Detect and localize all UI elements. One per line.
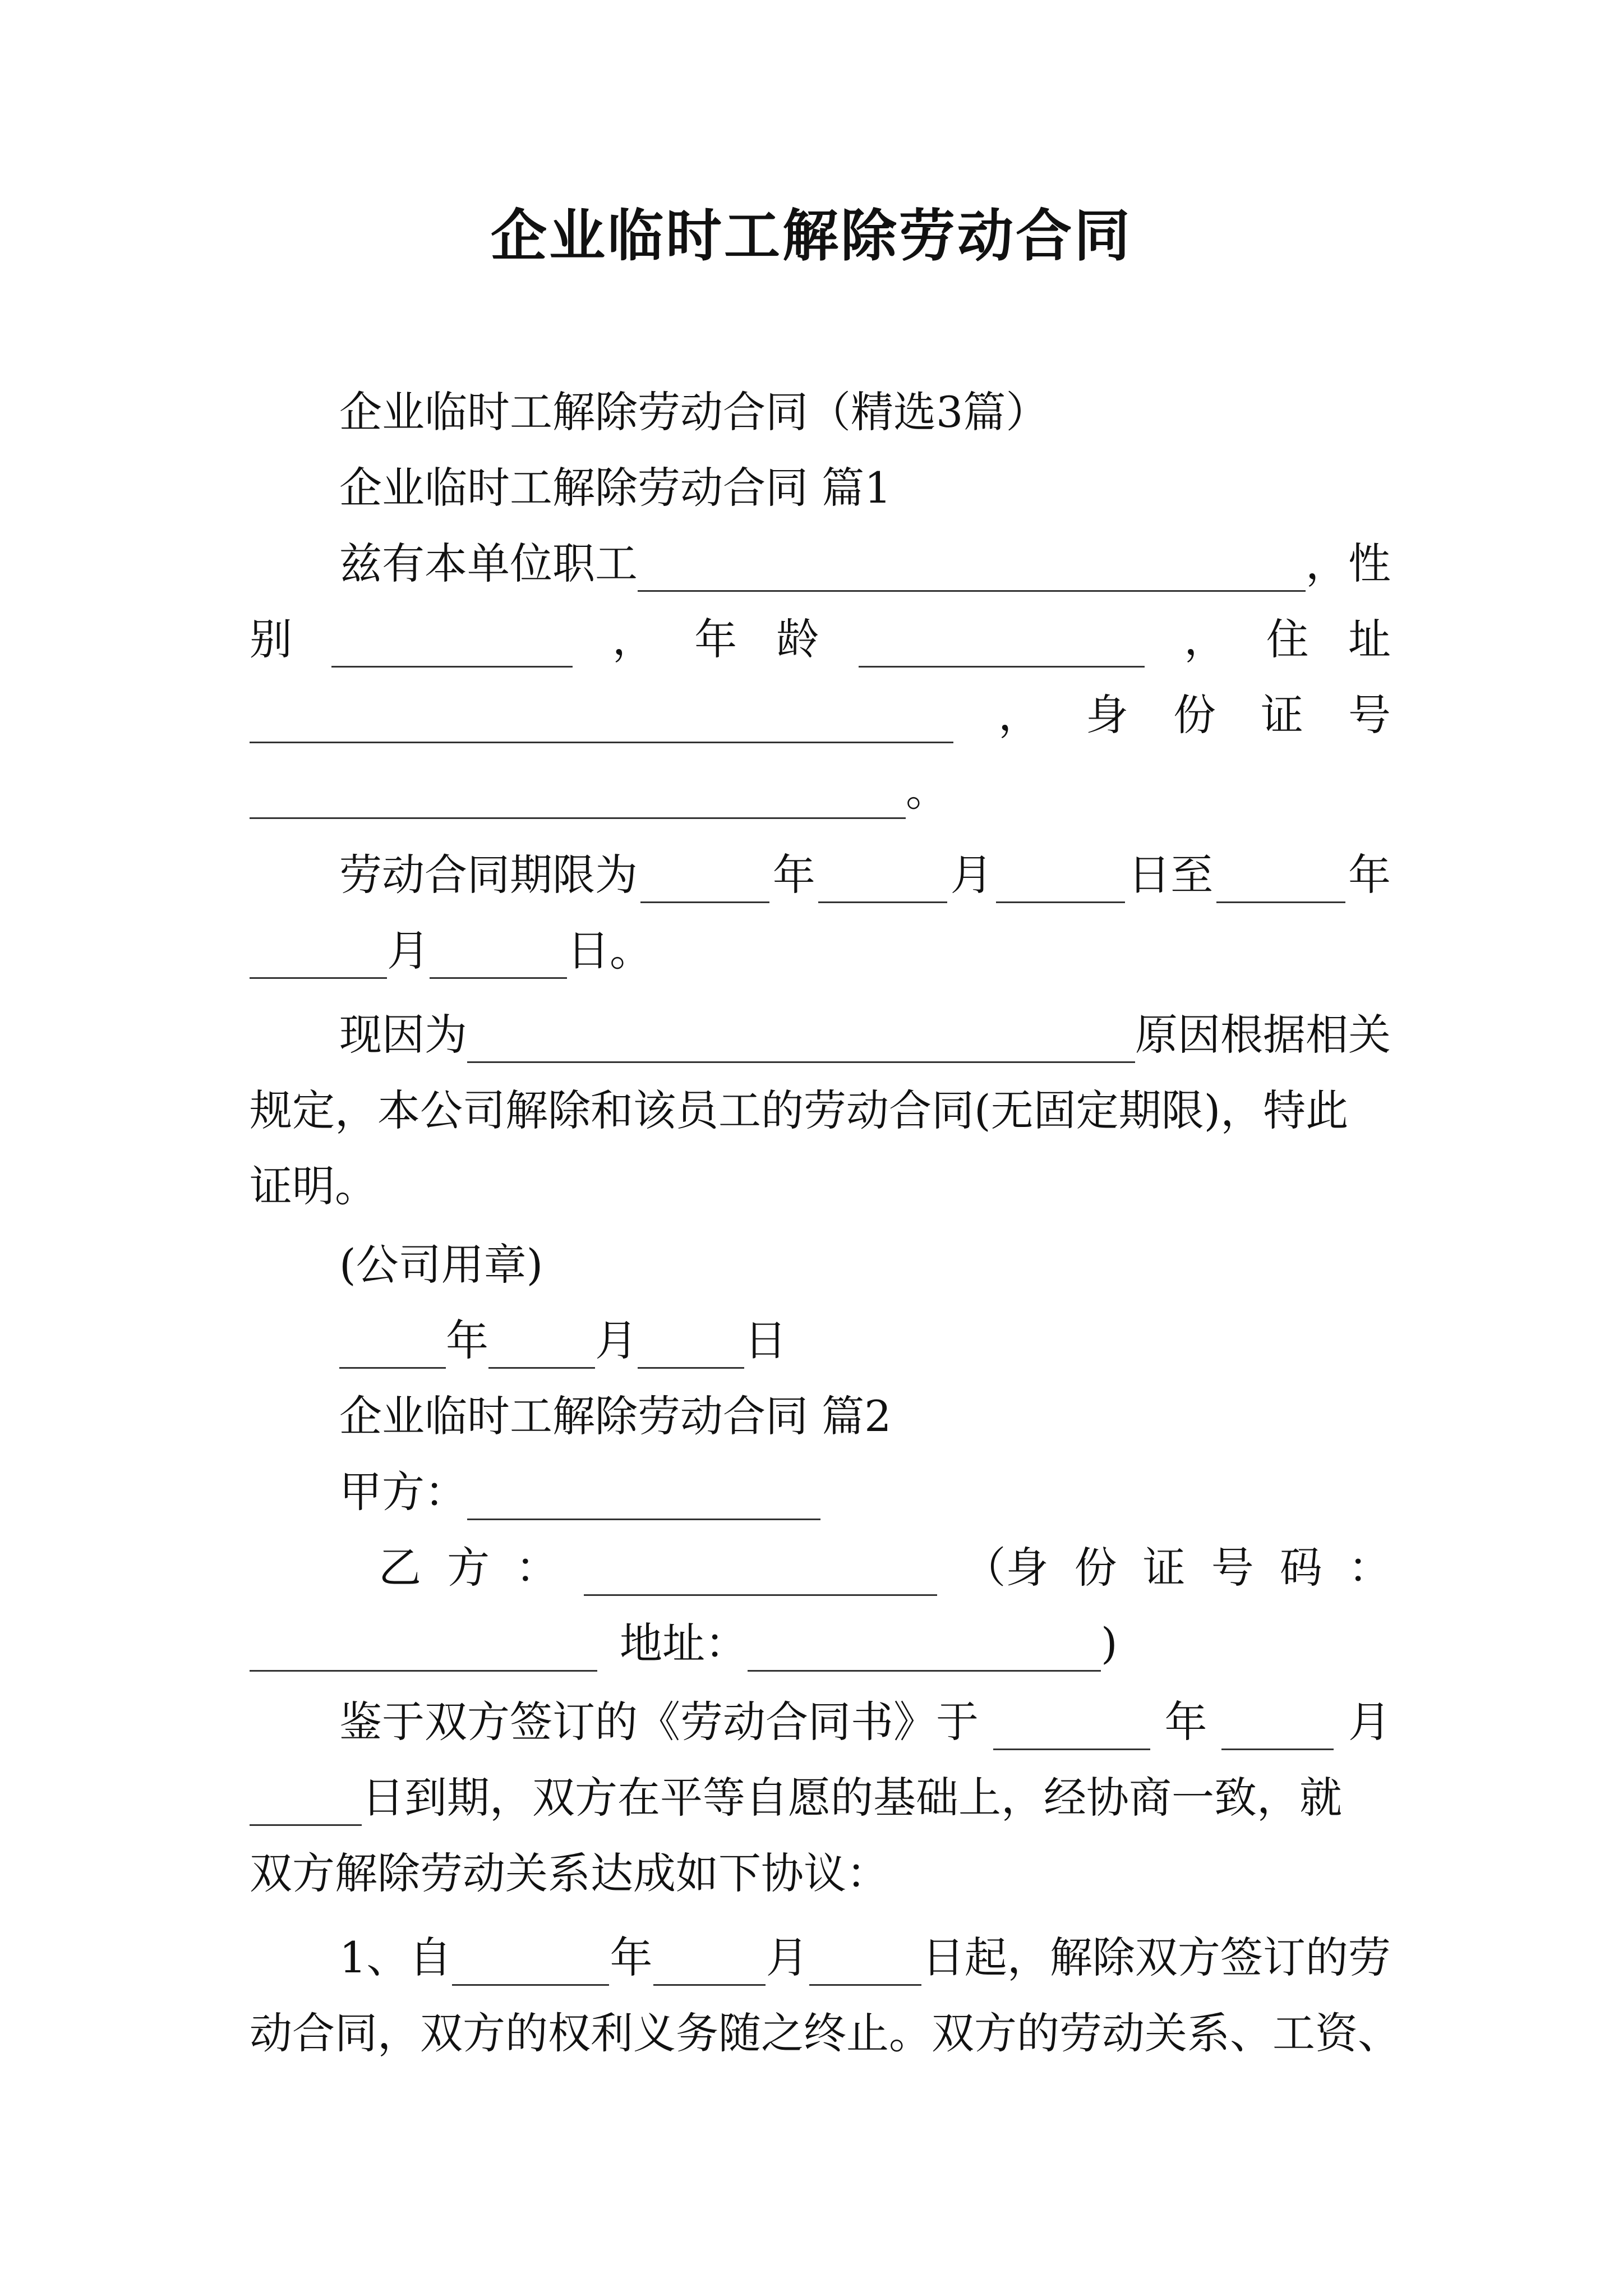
- company-stamp: (公司用章): [339, 1240, 543, 1290]
- p4-text: 月: [1348, 1697, 1391, 1747]
- blank-end-day: [430, 940, 567, 979]
- blank-start-day: [996, 864, 1125, 903]
- party-b-text: 份: [1074, 1543, 1117, 1593]
- blank-year: [339, 1330, 446, 1369]
- p2-text: 月: [950, 850, 993, 900]
- p1-line2: [250, 611, 1391, 668]
- party-b-text: ): [1101, 1618, 1118, 1668]
- p1-text: 龄: [776, 614, 819, 664]
- address-label: 地址：: [620, 1618, 748, 1668]
- p5-text: 1、自: [339, 1932, 452, 1982]
- date-text: 月: [595, 1315, 638, 1365]
- blank-start-month: [818, 864, 947, 903]
- blank-expiry-year: [993, 1711, 1150, 1750]
- blank-expiry-day: [250, 1787, 362, 1826]
- p3-line1: [250, 1007, 1391, 1063]
- party-b-text: （身: [963, 1543, 1049, 1593]
- p2-text: 日。: [567, 926, 652, 976]
- p2-text: 年: [772, 850, 815, 900]
- subtitle: 企业临时工解除劳动合同（精选3篇）: [339, 387, 1049, 437]
- date-line-1: [250, 1313, 1391, 1369]
- part2-heading: 企业临时工解除劳动合同 篇2: [339, 1391, 892, 1441]
- p5-line1: [250, 1930, 1391, 1986]
- blank-party-a: [467, 1481, 820, 1520]
- part1-heading: 企业临时工解除劳动合同 篇1: [339, 463, 892, 513]
- p4-line2: [250, 1770, 1391, 1826]
- p1-text: ，: [1184, 614, 1227, 664]
- p1-text: 号: [1348, 690, 1391, 740]
- party-b-text: 乙: [379, 1543, 421, 1593]
- p5-text: 月: [766, 1932, 809, 1982]
- blank-address: [250, 705, 953, 743]
- document-title: 企业临时工解除劳动合同: [491, 203, 1132, 269]
- p4-text: 年: [1164, 1697, 1207, 1747]
- blank-start-year: [640, 864, 769, 903]
- blank-party-b-address: [748, 1633, 1101, 1672]
- date-text: 日: [744, 1315, 787, 1365]
- p2-text: 劳动合同期限为: [339, 850, 638, 900]
- p1-text: ，: [998, 690, 1041, 740]
- p5-line2: 动合同，双方的权利义务随之终止。双方的劳动关系、工资、: [250, 2008, 1400, 2058]
- p1-text: 。: [906, 766, 948, 816]
- p1-text: 年: [694, 614, 737, 664]
- p1-line4: [250, 763, 1391, 819]
- blank-age: [859, 629, 1145, 668]
- blank-id-code: [250, 1633, 597, 1672]
- p3-line3: 证明。: [250, 1161, 377, 1211]
- party-b-text: 号: [1211, 1543, 1254, 1593]
- party-b-line2: [250, 1616, 1391, 1672]
- p1-line3: [250, 687, 1391, 743]
- party-b-text: 证: [1142, 1543, 1186, 1593]
- p1-text: ，性: [1306, 539, 1391, 588]
- p2-text: 年: [1348, 850, 1391, 900]
- p2-text: 月: [387, 926, 430, 976]
- blank-termination-month: [653, 1947, 766, 1986]
- p5-text: 日起，解除双方签订的劳: [921, 1932, 1391, 1982]
- blank-expiry-month: [1221, 1711, 1334, 1750]
- party-b-text: 方: [447, 1543, 490, 1593]
- party-a-label: 甲方：: [339, 1467, 467, 1517]
- blank-termination-day: [809, 1947, 921, 1986]
- party-b-line: [250, 1540, 1391, 1596]
- p1-text: 址: [1348, 614, 1391, 664]
- p3-line2: 规定，本公司解除和该员工的劳动合同(无固定期限)，特此: [250, 1085, 1349, 1135]
- p3-text: 原因根据相关: [1135, 1010, 1391, 1060]
- party-b-text: 码: [1279, 1543, 1322, 1593]
- p4-line3: 双方解除劳动关系达成如下协议：: [250, 1848, 889, 1898]
- blank-gender: [331, 629, 573, 668]
- p2-line2: [250, 923, 1391, 979]
- p2-line1: [250, 847, 1391, 903]
- party-b-text: ：: [515, 1543, 559, 1593]
- blank-end-year: [1216, 864, 1345, 903]
- blank-reason: [467, 1024, 1135, 1063]
- p1-text: 住: [1266, 614, 1309, 664]
- p1-text: 身: [1086, 690, 1128, 740]
- p1-text: 份: [1173, 690, 1216, 740]
- party-b-text: ：: [1348, 1543, 1391, 1593]
- p3-text: 现因为: [339, 1010, 467, 1060]
- p1-text: 证: [1261, 690, 1303, 740]
- blank-employee-name: [638, 553, 1306, 592]
- p1-text: ，: [612, 614, 655, 664]
- blank-id-number: [250, 780, 906, 819]
- p4-text: 鉴于双方签订的《劳动合同书》于: [339, 1697, 979, 1747]
- p2-text: 日至: [1128, 850, 1214, 900]
- blank-month: [488, 1330, 595, 1369]
- p4-text: 日到期，双方在平等自愿的基础上，经协商一致，就: [362, 1773, 1342, 1823]
- blank-party-b: [584, 1557, 937, 1596]
- p1-text: 别: [250, 614, 292, 664]
- p5-text: 年: [610, 1932, 653, 1982]
- blank-day: [638, 1330, 744, 1369]
- blank-end-month: [250, 940, 387, 979]
- blank-termination-year: [452, 1947, 609, 1986]
- p1-text: 兹有本单位职工: [339, 539, 638, 588]
- party-a-line: [250, 1464, 1391, 1520]
- date-text: 年: [446, 1315, 488, 1365]
- p1-line1: [250, 536, 1391, 592]
- p4-line1: [250, 1694, 1391, 1750]
